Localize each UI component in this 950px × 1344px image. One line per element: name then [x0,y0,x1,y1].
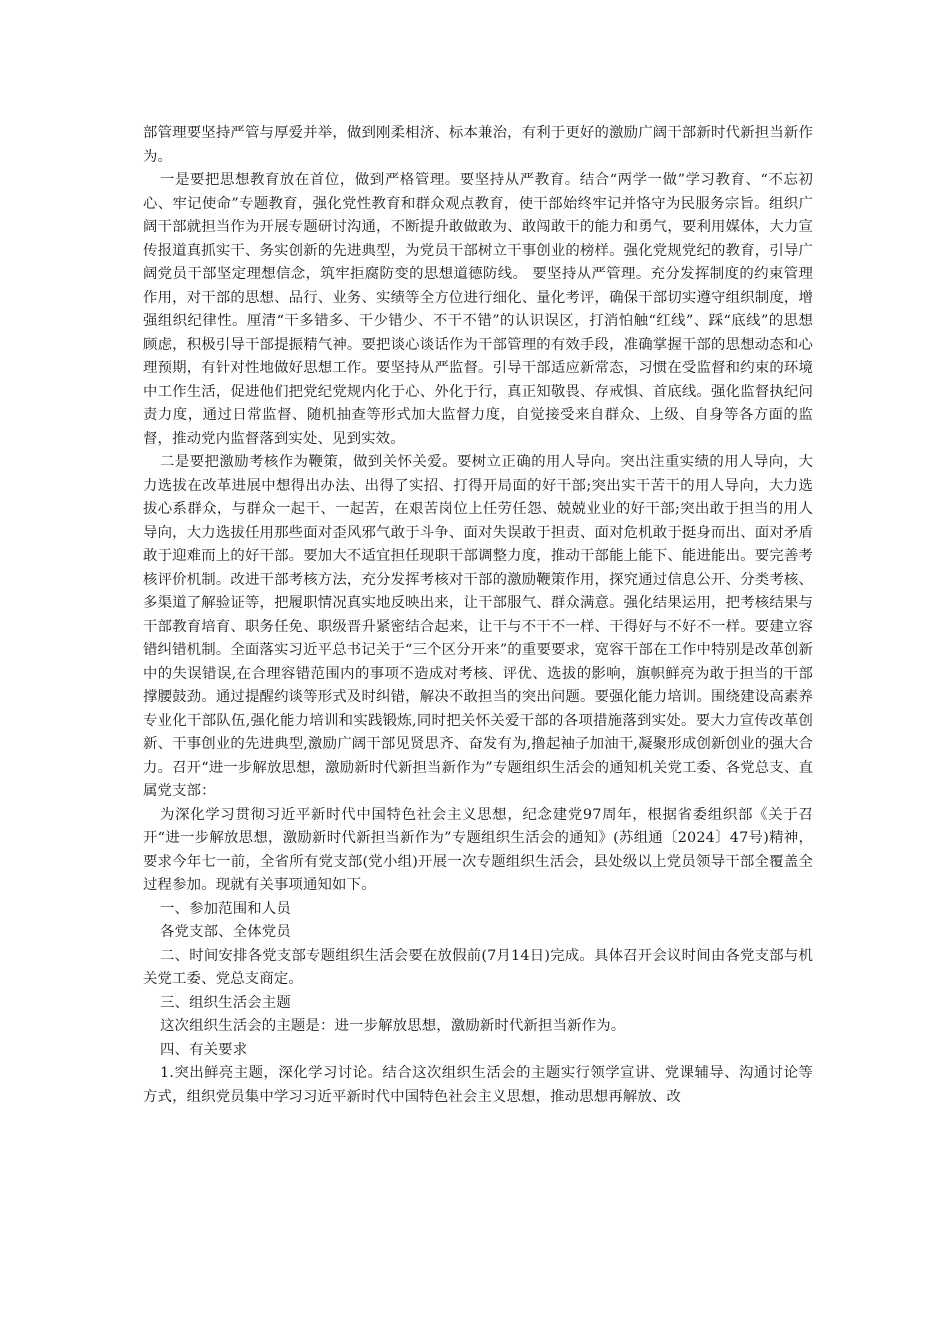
paragraph-scope: 各党支部、全体党员 [160,924,291,940]
paragraph-theme: 这次组织生活会的主题是：进一步解放思想，激励新时代新担当新作为。 [160,1018,626,1034]
paragraph-incentive-assessment: 二是要把激励考核作为鞭策，做到关怀关爱。要树立正确的用人导向。突出注重实绩的用人导向，大力选拔在改革进展中想得出办法、出得了实招、打得开局面的好干部;突出实干苦干的用人导向，大力选拔心系群众，与群众一起干、一起苦，在艰苦岗位上任劳任怨、兢兢业业的好干部;突出敢于担当的用人导向，大力选拔任用那些面对歪风邪气敢于斗争、面对失误敢于担责、面对危机敢于挺身而出、面对矛盾敢于迎难而上的好干部。要加大不适宜担任现职干部调整力度，推动干部能上能下、能进能出。要完善考核评价机制。改进干部考核方法，充分发挥考核对干部的激励鞭策作用，探究通过信息公开、分类考核、多渠道了解验证等，把履职情况真实地反映出来，让干部服气、群众满意。强化结果运用，把考核结果与干部教育培育、职务任免、职级晋升紧密结合起来，让干与不干不一样、干得好与不好不一样。要建立容错纠错机制。全面落实习近平总书记关于“三个区分开来”的重要要求，宽容干部在工作中特别是改革创新中的失误错误,在合理容错范围内的事项不造成对考核、评优、选拔的影响，旗帜鲜亮为敢于担当的干部撑腰鼓劲。通过提醒约谈等形式及时纠错，解决不敢担当的突出问题。要强化能力培训。围绕建设高素养专业化干部队伍,强化能力培训和实践锻炼,同时把关怀关爱干部的各项措施落到实处。要大力宣传改革创新、干事创业的先进典型,激励广阔干部见贤思齐、奋发有为,撸起袖子加油干,凝聚形成创新创业的强大合力。召开“进一步解放思想，激励新时代新担当新作为”专题组织生活会的通知机关党工委、各党总支、直属党支部： [143,454,813,799]
paragraph-schedule: 二、时间安排各党支部专题组织生活会要在放假前(7月14日)完成。具体召开会议时间由各党支部与机关党工委、党总支商定。 [143,947,813,987]
section-heading-requirements: 四、有关要求 [160,1041,248,1058]
paragraph-continuation: 部管理要坚持严管与厚爱并举，做到刚柔相济、标本兼治，有利于更好的激励广阔干部新时代新担当新作为。 [143,125,813,165]
paragraph-ideological-education: 一是要把思想教育放在首位，做到严格管理。要坚持从严教育。结合“两学一做”学习教育、“不忘初心、牢记使命”专题教育，强化党性教育和群众观点教育，使干部始终牢记并恪守为民服务宗旨。组织广阔干部就担当作为开展专题研讨沟通，不断提升敢做敢为、敢闯敢干的能力和勇气，要利用媒体，大力宣传报道真抓实干、务实创新的先进典型，为党员干部树立干事创业的榜样。强化党规党纪的教育，引导广阔党员干部坚定理想信念，筑牢拒腐防变的思想道德防线。 要坚持从严管理。充分发挥制度的约束管理作用，对干部的思想、品行、业务、实绩等全方位进行细化、量化考评，确保干部切实遵守组织制度，增强组织纪律性。厘清“干多错多、干少错少、不干不错”的认识误区，打消怕触“红线”、踩“底线”的思想顾虑，积极引导干部提振精气神。要把谈心谈话作为干部管理的有效手段，准确掌握干部的思想动态和心理预期，有针对性地做好思想工作。要坚持从严监督。引导干部适应新常态，习惯在受监督和约束的环境中工作生活，促进他们把党纪党规内化于心、外化于行，真正知敬畏、存戒惧、首底线。强化监督执纪问责力度，通过日常监督、随机抽查等形式加大监督力度，自觉接受来自群众、上级、自身等各方面的监督，推动党内监督落到实处、见到实效。 [143,172,813,447]
paragraph-requirement-1: 1.突出鲜亮主题，深化学习讨论。结合这次组织生活会的主题实行领学宣讲、党课辅导、沟通讨论等方式，组织党员集中学习习近平新时代中国特色社会主义思想，推动思想再解放、改 [143,1065,813,1105]
section-heading-scope: 一、参加范围和人员 [160,900,291,917]
paragraph-notice-intro: 为深化学习贯彻习近平新时代中国特色社会主义思想，纪念建党97周年，根据省委组织部《关于召开“进一步解放思想，激励新时代新担当新作为”专题组织生活会的通知》(苏组通〔2024〕47号)精神，要求今年七一前，全省所有党支部(党小组)开展一次专题组织生活会，县处级以上党员领导干部全覆盖全过程参加。现就有关事项通知如下。 [143,806,813,893]
section-heading-theme: 三、组织生活会主题 [160,994,291,1011]
document-body [143,122,813,1109]
